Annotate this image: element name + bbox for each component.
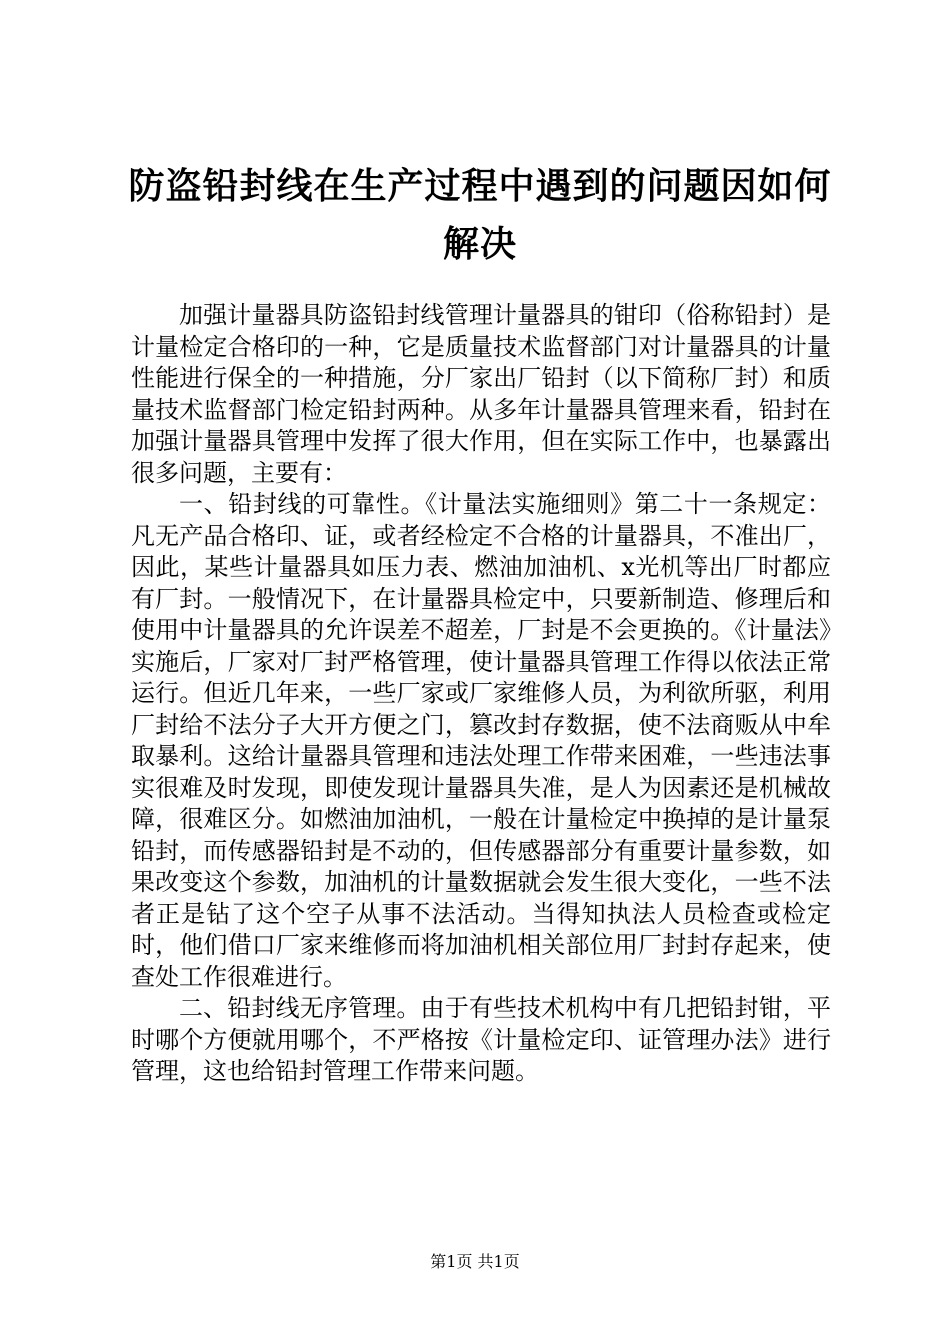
paragraph-section-1: 一、铅封线的可靠性。《计量法实施细则》第二十一条规定：凡无产品合格印、证，或者经检定不合格的计量器具，不准出厂，因此，某些计量器具如压力表、燃油加油机、x光机等出厂时都应有厂封。一般情况下，在计量器具检定中，只要新制造、修理后和使用中计量器具的允许误差不超差，厂封是不会更换的。《计量法》实施后，厂家对厂封严格管理，使计量器具管理工作得以依法正常运行。但近几年来，一些厂家或厂家维修人员，为利欲所驱，利用厂封给不法分子大开方便之门，篡改封存数据，使不法商贩从中牟取暴利。这给计量器具管理和违法处理工作带来困难，一些违法事实很难及时发现，即使发现计量器具失准，是人为因素还是机械故障，很难区分。如燃油加油机，一般在计量检定中换掉的是计量泵铅封，而传感器铅封是不动的，但传感器部分有重要计量参数，如果改变这个参数，加油机的计量数据就会发生很大变化，一些不法者正是钻了这个空子从事不法活动。当得知执法人员检查或检定时，他们借口厂家来维修而将加油机相关部位用厂封封存起来，使查处工作很难进行。 — [131, 490, 831, 991]
page-footer: 第1页 共1页 — [430, 1252, 520, 1271]
document-body — [131, 300, 831, 1088]
document-title: 防盗铅封线在生产过程中遇到的问题因如何解决 — [128, 166, 832, 265]
paragraph-section-2: 二、铅封线无序管理。由于有些技术机构中有几把铅封钳，平时哪个方便就用哪个，不严格按《计量检定印、证管理办法》进行管理，这也给铅封管理工作带来问题。 — [131, 994, 831, 1085]
paragraph-intro: 加强计量器具防盗铅封线管理计量器具的钳印（俗称铅封）是计量检定合格印的一种，它是质量技术监督部门对计量器具的计量性能进行保全的一种措施，分厂家出厂铅封（以下简称厂封）和质量技术监督部门检定铅封两种。从多年计量器具管理来看，铅封在加强计量器具管理中发挥了很大作用，但在实际工作中，也暴露出很多问题，主要有： — [131, 301, 831, 487]
